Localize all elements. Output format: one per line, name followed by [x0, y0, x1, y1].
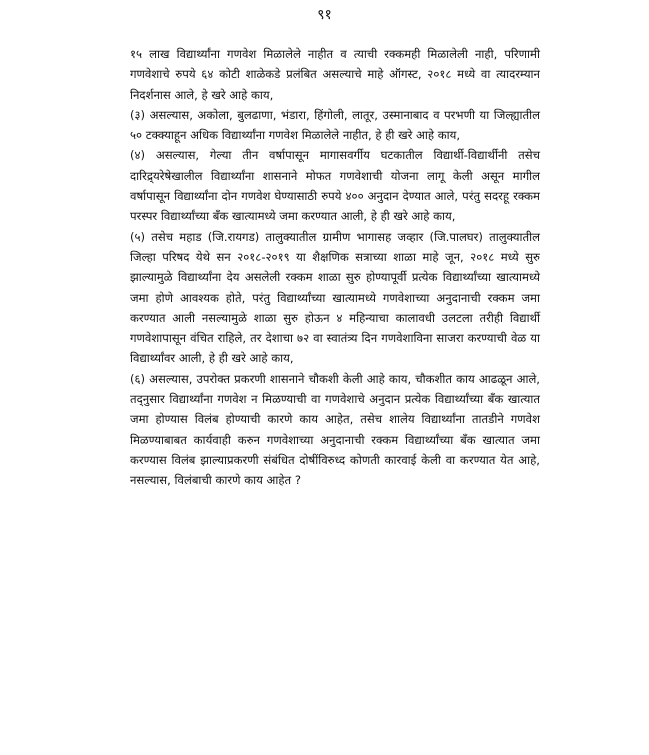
- paragraph-continuation: १५ लाख विद्यार्थ्यांना गणवेश मिळालेले नाहीत व त्याची रक्कमही मिळालेली नाही, परिणामी गणवेशाचे रुपये ६४ कोटी शाळेकडे प्रलंबित असल्याचे माहे ऑगस्ट, २०१८ मध्ये वा त्यादरम्यान निदर्शनास आले, हे खरे आहे काय,: [130, 47, 540, 102]
- paragraph-question-5: (५) तसेच महाड (जि.रायगड) तालुक्यातील ग्रामीण भागासह जव्हार (जि.पालघर) तालुक्यातील जिल्हा परिषद येथे सन २०१८-२०१९ या शैक्षणिक सत्राच्या शाळा माहे जून, २०१८ मध्ये सुरु झाल्यामुळे विद्यार्थ्यांना देय असलेली रक्कम शाळा सुरु होण्यापूर्वी प्रत्येक विद्यार्थ्यांच्या खात्यामध्ये जमा होणे आवश्यक होते, परंतु विद्यार्थ्यांच्या खात्यामध्ये गणवेशाच्या अनुदानाची रक्कम जमा करण्यात आली नसल्यामुळे शाळा सुरु होऊन ४ महिन्याचा कालावधी उलटला तरीही विद्यार्थी गणवेशापासून वंचित राहिले, तर देशाचा ७२ वा स्वातंत्र्य दिन गणवेशाविना साजरा करण्याची वेळ या विद्यार्थ्यांवर आली, हे ही खरे आहे काय,: [130, 229, 540, 366]
- paragraph-question-3: (३) असल्यास, अकोला, बुलढाणा, भंडारा, हिंगोली, लातूर, उस्मानाबाद व परभणी या जिल्ह्यातील ५० टक्क्याहून अधिक विद्यार्थ्यांना गणवेश मिळालेले नाहीत, हे ही खरे आहे काय,: [130, 107, 540, 143]
- paragraph-question-6: (६) असल्यास, उपरोक्त प्रकरणी शासनाने चौकशी केली आहे काय, चौकशीत काय आढळून आले, तद्नुसार विद्यार्थ्यांना गणवेश न मिळण्याची वा गणवेशाचे अनुदान प्रत्येक विद्यार्थ्यांच्या बँक खात्यात जमा होण्यास विलंब होण्याची कारणे काय आहेत, तसेच शालेय विद्यार्थ्यांना तातडीने गणवेश मिळण्याबाबत कार्यवाही करुन गणवेशाच्या अनुदानाची रक्कम विद्यार्थ्यांच्या बँक खात्यात जमा करण्यास विलंब झाल्याप्रकरणी संबंधित दोषींविरुध्द कोणती कारवाई केली वा करण्यात येत आहे, नसल्यास, विलंबाची कारणे काय आहेत ?: [130, 371, 540, 488]
- paragraph-question-4: (४) असल्यास, गेल्या तीन वर्षापासून मागासवर्गीय घटकातील विद्यार्थी-विद्यार्थीनी तसेच दारिद्र्यरेषेखालील विद्यार्थ्यांना शासनाने मोफत गणवेशाची योजना लागू केली असून मागील वर्षापासून विद्यार्थ्यांना दोन गणवेश घेण्यासाठी रुपये ४०० अनुदान देण्यात आले, परंतु सदरहू रक्कम परस्पर विद्यार्थ्यांच्या बँक खात्यामध्ये जमा करण्यात आली, हे ही खरे आहे काय,: [130, 148, 540, 224]
- page-number: ९१: [317, 7, 332, 23]
- question-text: [130, 44, 540, 491]
